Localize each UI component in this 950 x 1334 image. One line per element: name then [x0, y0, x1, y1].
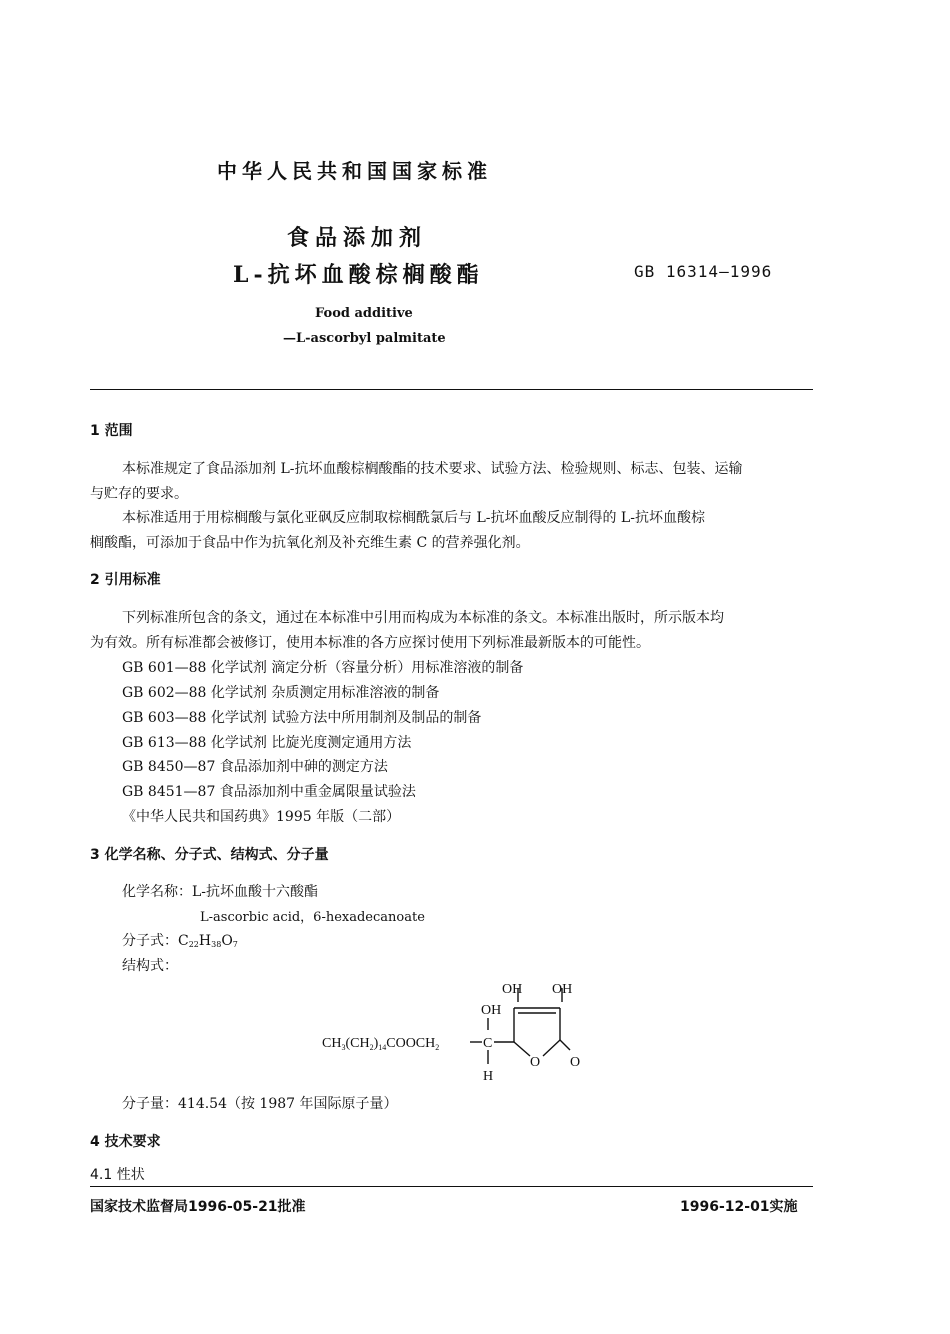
molecular-weight: 分子量：414.54（按 1987 年国际原子量） [122, 1096, 398, 1112]
ring-bond-lower-left [514, 1042, 530, 1056]
side-chain: $CH_3(CH_2)_{14}COOCH_2$ [322, 1036, 440, 1052]
structural-formula-diagram [300, 970, 620, 1090]
central-carbon: C [483, 1036, 493, 1051]
approval-date: 国家技术监督局1996-05-21批准 [90, 1199, 306, 1215]
references-intro-line-1: 下列标准所包含的条文，通过在本标准中引用而构成为本标准的条文。本标准出版时，所示版本均 [122, 610, 724, 626]
section-heading-scope: 1 范围 [90, 423, 133, 439]
section-heading-references: 2 引用标准 [90, 572, 161, 588]
reference-item: GB 8450—87 食品添加剂中砷的测定方法 [122, 759, 388, 775]
reference-item: GB 603—88 化学试剂 试验方法中所用制剂及制品的制备 [122, 710, 482, 726]
issuing-organization: 中华人民共和国国家标准 [217, 159, 492, 183]
section-heading-technical: 4 技术要求 [90, 1134, 161, 1150]
scope-paragraph-1-line-2: 与贮存的要求。 [90, 486, 188, 502]
oh-mid-label: OH [481, 1003, 502, 1018]
hydrogen-label: H [483, 1069, 494, 1084]
standard-number: GB 16314—1996 [634, 262, 773, 281]
scope-paragraph-1-line-1: 本标准规定了食品添加剂 L-抗坏血酸棕榈酸酯的技术要求、试验方法、检验规则、标志、包装、运输 [122, 461, 743, 477]
reference-item: GB 602—88 化学试剂 杂质测定用标准溶液的制备 [122, 685, 440, 701]
effective-date: 1996-12-01实施 [680, 1199, 798, 1215]
molecular-formula: 分子式：$C_{22}H_{38}O_7$ [122, 933, 238, 949]
header-divider [90, 389, 813, 390]
title-chinese-line-2: L-抗坏血酸棕榈酸酯 [233, 262, 484, 288]
references-intro-line-2: 为有效。所有标准都会被修订，使用本标准的各方应探讨使用下列标准最新版本的可能性。 [90, 635, 650, 651]
scope-paragraph-2-line-1: 本标准适用于用棕榈酸与氯化亚砜反应制取棕榈酰氯后与 L-抗坏血酸反应制得的 L-抗坏血酸棕 [122, 510, 705, 526]
chemical-name: 化学名称：L-抗坏血酸十六酸酯 [122, 884, 319, 900]
carbonyl-bond [560, 1040, 570, 1050]
title-english-line-1: Food additive [315, 306, 413, 321]
ring-bond-lower-right [543, 1040, 560, 1056]
subsection-heading-appearance: 4.1 性状 [90, 1167, 145, 1183]
oh-left-label: OH [502, 982, 523, 997]
footer-divider [90, 1186, 813, 1187]
scope-paragraph-2-line-2: 榈酸酯，可添加于食品中作为抗氧化剂及补充维生素 C 的营养强化剂。 [90, 535, 530, 551]
carbonyl-oxygen: O [570, 1055, 581, 1070]
formula-label: 分子式： [122, 933, 178, 949]
reference-item: 《中华人民共和国药典》1995 年版（二部） [122, 809, 401, 825]
oh-right-label: OH [552, 982, 573, 997]
reference-item: GB 613—88 化学试剂 比旋光度测定通用方法 [122, 735, 412, 751]
title-english-line-2: —L-ascorbyl palmitate [283, 331, 446, 346]
chemical-name-english: L-ascorbic acid，6-hexadecanoate [200, 910, 425, 925]
section-heading-chemistry: 3 化学名称、分子式、结构式、分子量 [90, 847, 329, 863]
reference-item: GB 601—88 化学试剂 滴定分析（容量分析）用标准溶液的制备 [122, 660, 524, 676]
title-chinese-line-1: 食品添加剂 [287, 225, 428, 251]
reference-item: GB 8451—87 食品添加剂中重金属限量试验法 [122, 784, 416, 800]
ring-oxygen: O [530, 1055, 541, 1070]
structure-label: 结构式： [122, 958, 178, 974]
